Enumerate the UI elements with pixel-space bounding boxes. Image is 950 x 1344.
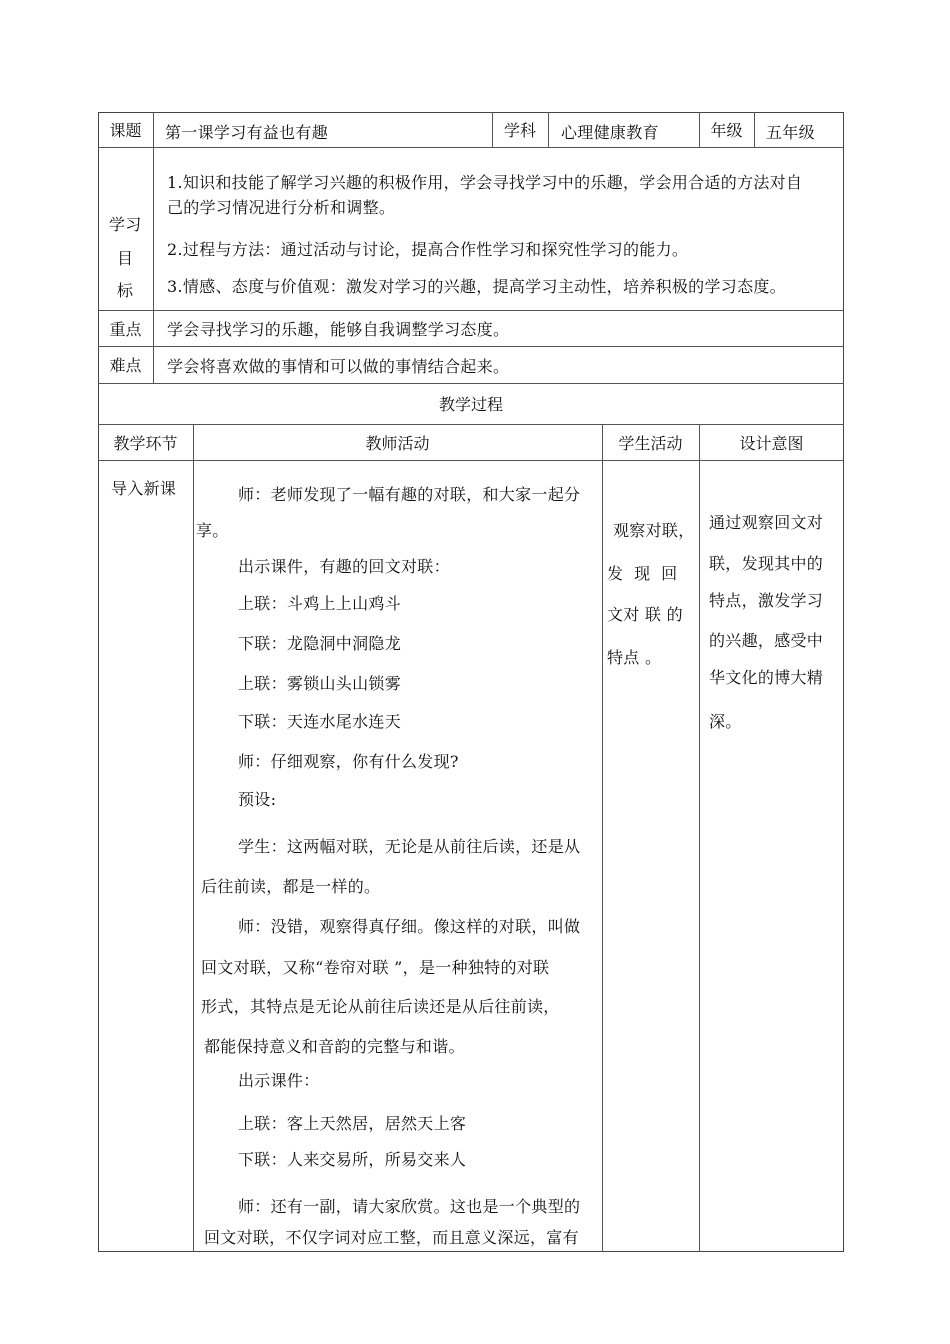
process-title: 教学过程 [438, 395, 503, 414]
teacher-line: 上联：雾锁山头山锁雾 [238, 674, 402, 693]
col-divider [602, 424, 603, 1252]
teacher-line: 出示课件，有趣的回文对联： [238, 557, 450, 576]
objectives-label: 学习 [109, 215, 142, 234]
col-divider [699, 424, 700, 1252]
row-divider [98, 346, 844, 347]
difficulty-text: 学会将喜欢做的事情和可以做的事情结合起来。 [167, 357, 510, 376]
topic-label: 课题 [109, 121, 142, 140]
teacher-line: 师：还有一副，请大家欣赏。这也是一个典型的 [238, 1197, 581, 1216]
objectives-label: 标 [117, 281, 134, 300]
topic-value: 第一课学习有益也有趣 [165, 123, 329, 142]
teacher-line: 享。 [196, 521, 229, 540]
subject-label: 学科 [503, 121, 536, 140]
col-divider [754, 112, 755, 147]
difficulty-label: 难点 [109, 356, 142, 375]
teacher-line: 预设: [238, 790, 277, 809]
design-line: 特点，激发学习 [709, 591, 824, 610]
stage-name: 导入新课 [111, 479, 177, 498]
student-line: 特点 。 [607, 648, 662, 667]
teacher-line: 都能保持意义和音韵的完整与和谐。 [204, 1037, 465, 1056]
teacher-line: 上联：客上天然居，居然天上客 [238, 1114, 467, 1133]
column-header-student: 学生活动 [618, 433, 683, 453]
teacher-line: 下联：龙隐洞中洞隐龙 [238, 634, 402, 653]
objectives-label: 目 [117, 249, 134, 268]
design-line: 的兴趣，感受中 [709, 631, 824, 650]
teacher-line: 回文对联，又称“卷帘对联 ”，是一种独特的对联 [201, 958, 550, 977]
teacher-line: 后往前读，都是一样的。 [201, 877, 381, 896]
student-line: 文对 联 的 [607, 605, 683, 624]
design-line: 联，发现其中的 [709, 554, 824, 573]
teacher-line: 上联：斗鸡上上山鸡斗 [238, 594, 402, 613]
column-header-design: 设计意图 [739, 433, 804, 453]
student-line: 观察对联， [613, 521, 695, 540]
row-divider [98, 310, 844, 311]
teacher-line: 回文对联，不仅字词对应工整，而且意义深远，富有 [204, 1228, 579, 1247]
teacher-line: 师：仔细观察，你有什么发现? [238, 752, 459, 771]
col-divider [193, 424, 194, 1252]
teacher-line: 下联：人来交易所，所易交来人 [238, 1150, 467, 1169]
subject-value: 心理健康教育 [561, 123, 659, 142]
student-line: 发 现 回 [607, 564, 678, 583]
design-line: 华文化的博大精 [709, 668, 824, 687]
grade-label: 年级 [710, 121, 743, 140]
row-divider [98, 460, 844, 461]
objective-item: 3.情感、态度与价值观：激发对学习的兴趣，提高学习主动性，培养积极的学习态度。 [167, 277, 786, 296]
objective-item: 己的学习情况进行分析和调整。 [167, 198, 396, 217]
teacher-line: 出示课件： [238, 1071, 320, 1090]
row-divider [98, 147, 844, 148]
col-divider [153, 112, 154, 383]
objective-item: 1.知识和技能了解学习兴趣的积极作用，学会寻找学习中的乐趣，学会用合适的方法对自 [167, 173, 803, 192]
key-point-label: 重点 [109, 319, 142, 339]
grade-value: 五年级 [766, 123, 815, 142]
teacher-line: 师：没错，观察得真仔细。像这样的对联，叫做 [238, 917, 581, 936]
col-divider [548, 112, 549, 147]
column-header-teacher: 教师活动 [365, 433, 430, 453]
design-line: 通过观察回文对 [709, 513, 824, 532]
teacher-line: 下联：天连水尾水连天 [238, 712, 402, 731]
key-point-text: 学会寻找学习的乐趣，能够自我调整学习态度。 [167, 320, 510, 339]
teacher-line: 师：老师发现了一幅有趣的对联，和大家一起分 [238, 485, 581, 504]
design-line: 深。 [709, 712, 742, 731]
teacher-line: 形式，其特点是无论从前往后读还是从后往前读， [201, 997, 560, 1016]
teacher-line: 学生：这两幅对联，无论是从前往后读，还是从 [238, 837, 581, 856]
objective-item: 2.过程与方法：通过活动与讨论，提高合作性学习和探究性学习的能力。 [167, 240, 689, 259]
column-header-stage: 教学环节 [113, 433, 178, 453]
